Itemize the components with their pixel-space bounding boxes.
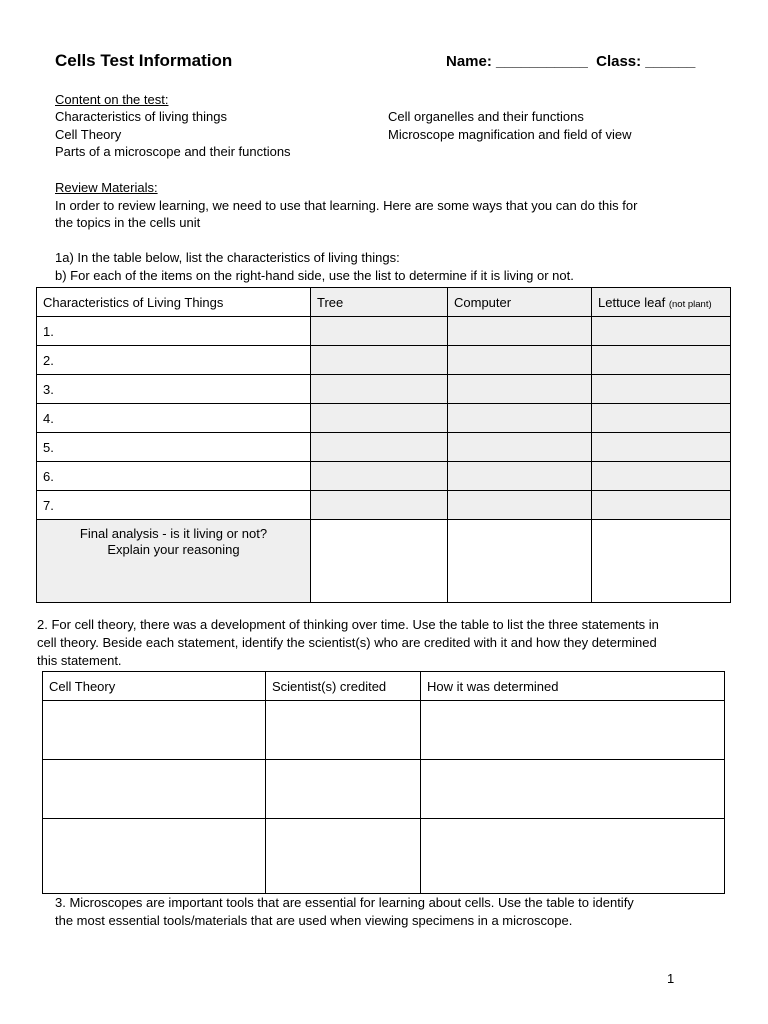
answer-cell[interactable] bbox=[592, 375, 731, 404]
answer-cell[interactable] bbox=[592, 404, 731, 433]
answer-cell[interactable] bbox=[592, 462, 731, 491]
characteristic-cell[interactable]: 7. bbox=[37, 491, 311, 520]
final-analysis-label: Explain your reasoning bbox=[107, 542, 240, 557]
answer-cell[interactable] bbox=[311, 491, 448, 520]
answer-cell[interactable] bbox=[592, 433, 731, 462]
answer-cell[interactable] bbox=[592, 491, 731, 520]
table-header: Scientist(s) credited bbox=[266, 672, 421, 701]
answer-cell[interactable] bbox=[311, 346, 448, 375]
final-answer-cell[interactable] bbox=[592, 520, 731, 603]
page-title: Cells Test Information bbox=[55, 51, 233, 70]
final-answer-cell[interactable] bbox=[448, 520, 592, 603]
final-analysis-cell bbox=[37, 520, 311, 603]
question-2-text: this statement. bbox=[37, 653, 122, 668]
table-header: Characteristics of Living Things bbox=[37, 288, 311, 317]
table-header: Computer bbox=[448, 288, 592, 317]
answer-cell[interactable] bbox=[448, 491, 592, 520]
characteristic-cell[interactable]: 2. bbox=[37, 346, 311, 375]
table-header-label: Lettuce leaf bbox=[598, 294, 666, 310]
final-analysis-label: Final analysis - is it living or not? bbox=[79, 526, 268, 541]
living-things-table bbox=[36, 287, 731, 603]
answer-cell[interactable] bbox=[43, 701, 266, 760]
answer-cell[interactable] bbox=[311, 462, 448, 491]
review-text: In order to review learning, we need to use that learning. Here are some ways that you can do this for bbox=[55, 198, 638, 213]
content-item: Cell organelles and their functions bbox=[388, 109, 584, 124]
review-text: the topics in the cells unit bbox=[55, 215, 201, 230]
answer-cell[interactable] bbox=[421, 701, 725, 760]
question-1a: 1a) In the table below, list the characteristics of living things: bbox=[55, 250, 400, 265]
answer-cell[interactable] bbox=[592, 346, 731, 375]
answer-cell[interactable] bbox=[448, 433, 592, 462]
answer-cell[interactable] bbox=[448, 375, 592, 404]
characteristic-cell[interactable]: 5. bbox=[37, 433, 311, 462]
characteristic-cell[interactable]: 6. bbox=[37, 462, 311, 491]
answer-cell[interactable] bbox=[421, 819, 725, 894]
question-2-text: cell theory. Beside each statement, identify the scientist(s) who are credited with it and how they determined bbox=[37, 635, 657, 650]
question-3-text: the most essential tools/materials that are used when viewing specimens in a microscope. bbox=[55, 913, 573, 928]
answer-cell[interactable] bbox=[311, 317, 448, 346]
answer-cell[interactable] bbox=[448, 317, 592, 346]
table-header-lettuce bbox=[592, 288, 731, 317]
answer-cell[interactable] bbox=[266, 760, 421, 819]
answer-cell[interactable] bbox=[43, 760, 266, 819]
question-2-text: 2. For cell theory, there was a development of thinking over time. Use the table to list the three statements in bbox=[37, 617, 659, 632]
answer-cell[interactable] bbox=[592, 317, 731, 346]
answer-cell[interactable] bbox=[43, 819, 266, 894]
name-class-fields: Name: ___________ Class: ______ bbox=[446, 53, 696, 70]
lettuce-note: (not plant) bbox=[668, 298, 712, 310]
content-item: Cell Theory bbox=[55, 127, 122, 142]
answer-cell[interactable] bbox=[448, 404, 592, 433]
cell-theory-table bbox=[42, 671, 725, 894]
final-answer-cell[interactable] bbox=[311, 520, 448, 603]
page-number: 1 bbox=[667, 971, 675, 986]
answer-cell[interactable] bbox=[311, 433, 448, 462]
table-header: Tree bbox=[311, 288, 448, 317]
answer-cell[interactable] bbox=[311, 375, 448, 404]
answer-cell[interactable] bbox=[266, 701, 421, 760]
content-item: Parts of a microscope and their functions bbox=[55, 144, 291, 159]
characteristic-cell[interactable]: 4. bbox=[37, 404, 311, 433]
characteristic-cell[interactable]: 3. bbox=[37, 375, 311, 404]
answer-cell[interactable] bbox=[311, 404, 448, 433]
answer-cell[interactable] bbox=[448, 346, 592, 375]
table-header: How it was determined bbox=[421, 672, 725, 701]
characteristic-cell[interactable]: 1. bbox=[37, 317, 311, 346]
content-heading: Content on the test: bbox=[55, 92, 169, 107]
answer-cell[interactable] bbox=[421, 760, 725, 819]
answer-cell[interactable] bbox=[266, 819, 421, 894]
answer-cell[interactable] bbox=[448, 462, 592, 491]
question-3-text: 3. Microscopes are important tools that are essential for learning about cells. Use the table to identify bbox=[55, 895, 634, 910]
table-header: Cell Theory bbox=[43, 672, 266, 701]
content-item: Characteristics of living things bbox=[55, 109, 227, 124]
content-item: Microscope magnification and field of view bbox=[388, 127, 632, 142]
question-1b: b) For each of the items on the right-hand side, use the list to determine if it is living or not. bbox=[55, 268, 574, 283]
review-heading: Review Materials: bbox=[55, 180, 158, 195]
